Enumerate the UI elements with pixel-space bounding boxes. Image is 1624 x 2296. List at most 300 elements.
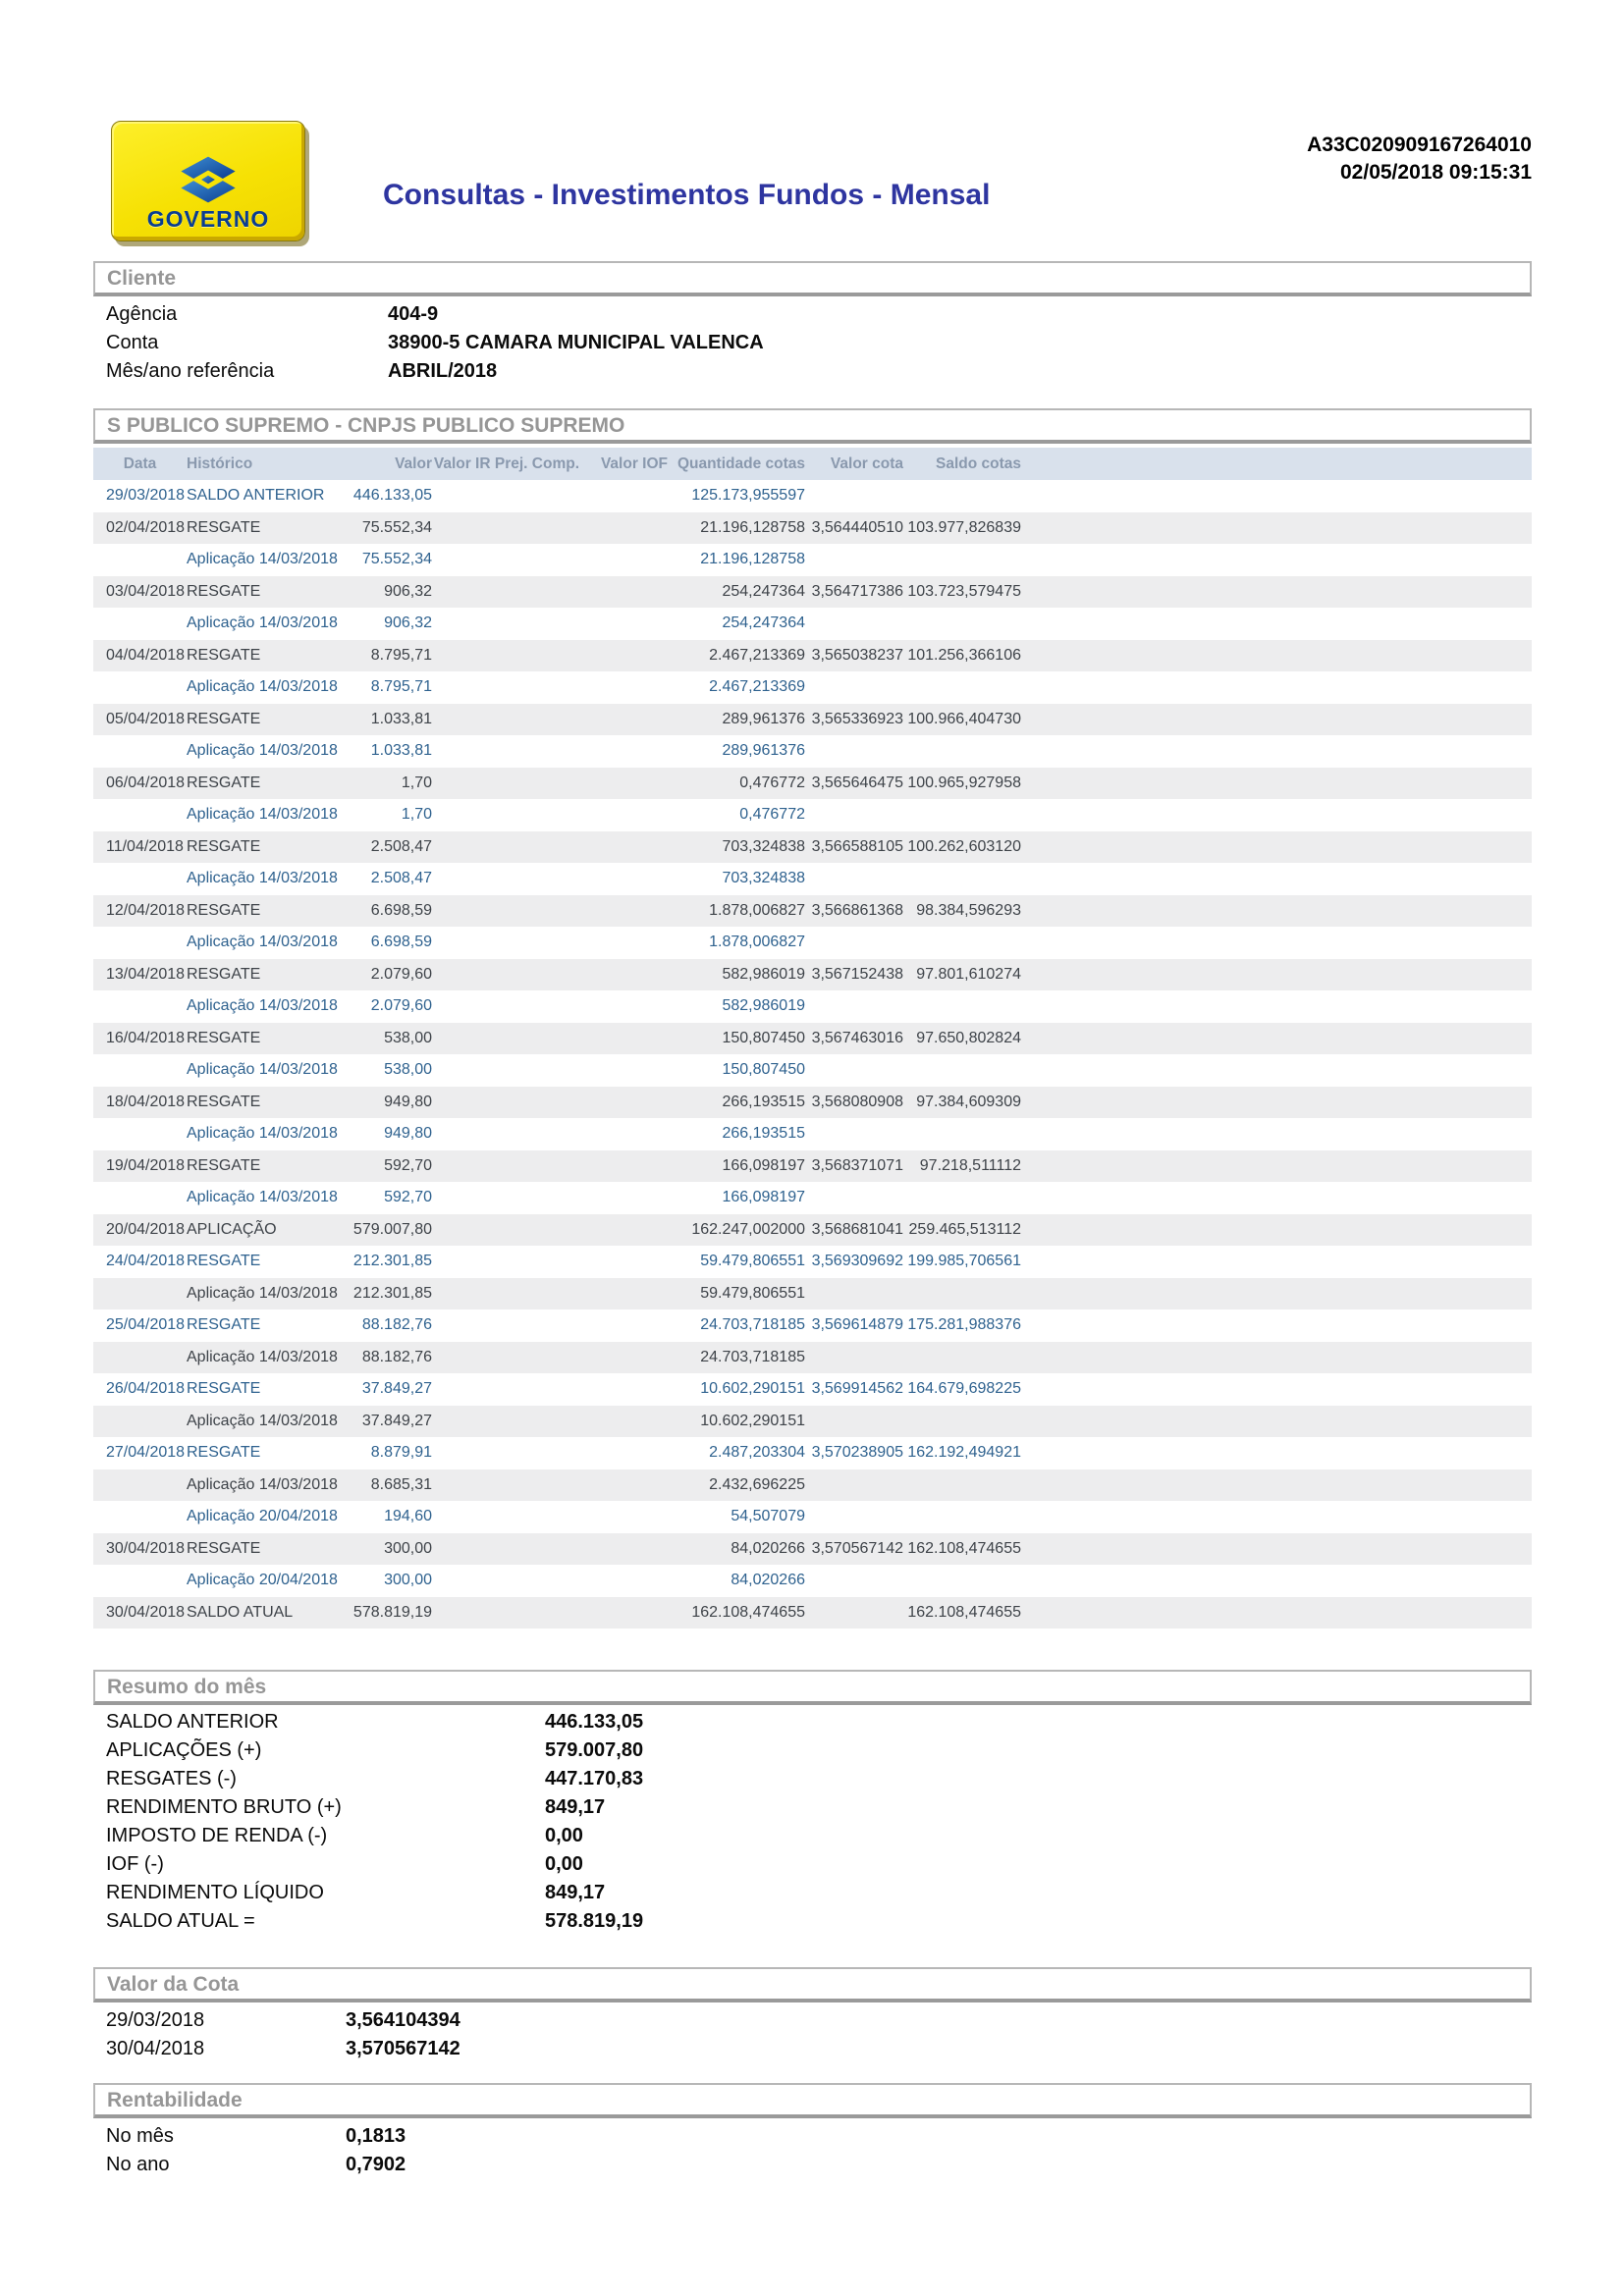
kv-row	[93, 1793, 1532, 1822]
kv-value: 447.170,83	[545, 1768, 644, 1789]
table-cell	[432, 1406, 579, 1438]
table-cell: 3,566861368	[811, 901, 903, 919]
table-cell	[903, 544, 1021, 576]
table-cell: 162.247,002000	[691, 1220, 805, 1238]
table-cell	[805, 671, 903, 704]
table-cell: 30/04/2018	[106, 1539, 186, 1557]
table-cell	[579, 1246, 668, 1278]
table-cell	[579, 1373, 668, 1406]
table-cell: Aplicação 14/03/2018	[187, 1189, 338, 1205]
table-cell	[432, 927, 579, 959]
table-cell	[903, 1342, 1021, 1374]
table-cell: 266,193515	[722, 1093, 805, 1110]
table-cell: 166,098197	[722, 1189, 805, 1205]
table-cell-filler	[1021, 1406, 1532, 1438]
table-cell: 37.849,27	[361, 1380, 432, 1397]
table-cell: 150,807450	[722, 1061, 805, 1078]
table-cell	[432, 831, 579, 864]
table-cell	[432, 608, 579, 640]
table-cell: 27/04/2018	[106, 1444, 186, 1461]
table-row	[93, 927, 1532, 959]
table-cell: 05/04/2018	[106, 710, 186, 727]
table-row	[93, 1437, 1532, 1469]
table-cell: 75.552,34	[361, 518, 432, 536]
table-cell	[579, 1150, 668, 1183]
resumo-do-mes	[93, 1708, 1532, 1936]
table-cell	[579, 863, 668, 895]
table-row	[93, 735, 1532, 768]
kv-label: RENDIMENTO LÍQUIDO	[106, 1882, 324, 1903]
table-cell: 2.079,60	[370, 997, 432, 1014]
column-header: Data	[123, 455, 157, 472]
table-cell: 3,570567142	[811, 1539, 903, 1557]
table-cell: 10.602,290151	[700, 1380, 805, 1397]
table-cell: 592,70	[384, 1189, 432, 1205]
table-cell: 3,566588105	[811, 837, 903, 855]
table-cell	[432, 768, 579, 800]
kv-row	[93, 1822, 1532, 1850]
table-cell: 26/04/2018	[106, 1380, 186, 1397]
table-cell: 254,247364	[722, 614, 805, 631]
table-cell: 1.878,006827	[709, 934, 805, 950]
table-cell: 194,60	[384, 1508, 432, 1524]
column-header: Quantidade cotas	[677, 455, 805, 472]
table-cell	[903, 1054, 1021, 1087]
column-header: Histórico	[187, 455, 253, 472]
table-cell	[903, 1565, 1021, 1597]
table-cell: 3,567152438	[811, 965, 903, 983]
fund-movements-table	[93, 448, 1532, 1629]
kv-row	[93, 300, 1532, 329]
table-cell	[432, 1246, 579, 1278]
table-cell: 266,193515	[722, 1125, 805, 1142]
table-cell	[579, 1565, 668, 1597]
table-cell-filler	[1021, 927, 1532, 959]
table-cell: RESGATE	[187, 518, 261, 536]
table-row	[93, 512, 1532, 545]
table-cell: 29/03/2018	[106, 487, 186, 504]
table-cell	[579, 1278, 668, 1310]
kv-row	[93, 2006, 1532, 2035]
table-row	[93, 1309, 1532, 1342]
table-cell	[432, 735, 579, 768]
table-cell-filler	[1021, 959, 1532, 991]
kv-label: Agência	[106, 303, 178, 325]
table-cell-filler	[1021, 1054, 1532, 1087]
table-cell	[579, 1309, 668, 1342]
table-cell	[432, 1373, 579, 1406]
table-cell: 199.985,706561	[907, 1253, 1021, 1269]
table-cell: 6.698,59	[370, 901, 432, 919]
table-row	[93, 1087, 1532, 1119]
table-cell	[579, 640, 668, 672]
table-row	[93, 1182, 1532, 1214]
page-title: Consultas - Investimentos Fundos - Mensal	[383, 179, 991, 211]
table-cell-filler	[1021, 704, 1532, 736]
table-cell	[805, 1342, 903, 1374]
table-cell-filler	[1021, 1182, 1532, 1214]
table-cell	[93, 1278, 187, 1310]
table-cell: 3,565336923	[811, 710, 903, 727]
table-cell	[579, 704, 668, 736]
table-cell: 8.795,71	[370, 678, 432, 695]
table-cell: RESGATE	[187, 1093, 261, 1110]
table-cell	[579, 1406, 668, 1438]
table-cell	[432, 1118, 579, 1150]
kv-row	[93, 2122, 1532, 2151]
table-row	[93, 1214, 1532, 1247]
table-row	[93, 1469, 1532, 1502]
table-cell: 162.108,474655	[907, 1539, 1021, 1557]
table-cell: 2.079,60	[370, 965, 432, 983]
table-cell	[93, 671, 187, 704]
table-cell-filler	[1021, 480, 1532, 512]
table-cell	[579, 512, 668, 545]
table-cell	[805, 608, 903, 640]
table-cell: 162.108,474655	[907, 1603, 1021, 1621]
table-cell: 3,568681041	[811, 1220, 903, 1238]
table-cell	[579, 990, 668, 1023]
table-cell: 59.479,806551	[700, 1284, 805, 1302]
table-row	[93, 480, 1532, 512]
kv-label: APLICAÇÕES (+)	[106, 1739, 262, 1761]
table-cell	[432, 671, 579, 704]
table-cell: 906,32	[384, 614, 432, 631]
table-cell	[805, 735, 903, 768]
table-cell	[432, 1150, 579, 1183]
table-cell: Aplicação 14/03/2018	[187, 997, 338, 1014]
table-cell: 906,32	[384, 582, 432, 600]
cliente-info	[93, 300, 1532, 386]
table-cell: 1.878,006827	[709, 901, 805, 919]
table-cell: 592,70	[384, 1156, 432, 1174]
valor-cota-section-header: Valor da Cota	[93, 1967, 1532, 2002]
table-cell	[93, 799, 187, 831]
kv-row	[93, 357, 1532, 386]
table-cell	[432, 1342, 579, 1374]
table-cell-filler	[1021, 576, 1532, 609]
table-cell-filler	[1021, 895, 1532, 928]
table-cell: RESGATE	[187, 1316, 261, 1333]
table-cell	[805, 863, 903, 895]
kv-row	[93, 1907, 1532, 1936]
table-cell: Aplicação 14/03/2018	[187, 1125, 338, 1142]
table-cell-filler	[1021, 735, 1532, 768]
rentabilidade	[93, 2122, 1532, 2179]
table-row	[93, 1246, 1532, 1278]
table-cell: 3,568080908	[811, 1093, 903, 1110]
table-cell: 1,70	[401, 774, 432, 791]
table-cell: 2.467,213369	[709, 678, 805, 695]
table-cell: 97.218,511112	[919, 1156, 1021, 1174]
table-cell: 579.007,80	[352, 1220, 432, 1238]
table-row	[93, 990, 1532, 1023]
table-cell: Aplicação 14/03/2018	[187, 870, 338, 886]
table-cell	[579, 1533, 668, 1566]
table-row	[93, 1597, 1532, 1629]
table-cell: 949,80	[384, 1125, 432, 1142]
table-cell	[903, 1469, 1021, 1502]
table-cell	[805, 480, 903, 512]
table-cell: 24/04/2018	[106, 1253, 186, 1269]
table-cell: Aplicação 14/03/2018	[187, 1475, 338, 1493]
table-cell: 3,569309692	[811, 1253, 903, 1269]
table-cell	[579, 768, 668, 800]
table-cell: 04/04/2018	[106, 646, 186, 664]
table-cell	[432, 1437, 579, 1469]
table-cell: Aplicação 14/03/2018	[187, 806, 338, 823]
table-cell: 97.650,802824	[916, 1029, 1021, 1046]
table-cell-filler	[1021, 863, 1532, 895]
table-cell: 30/04/2018	[106, 1603, 186, 1621]
kv-label: RENDIMENTO BRUTO (+)	[106, 1796, 342, 1818]
table-cell: 100.965,927958	[907, 774, 1021, 791]
table-cell	[93, 1182, 187, 1214]
table-row	[93, 704, 1532, 736]
table-cell-filler	[1021, 1214, 1532, 1247]
table-cell: RESGATE	[187, 710, 261, 727]
table-cell	[93, 735, 187, 768]
table-row	[93, 1501, 1532, 1533]
table-cell-filler	[1021, 1023, 1532, 1055]
table-cell-filler	[1021, 1342, 1532, 1374]
table-cell-filler	[1021, 544, 1532, 576]
table-cell: 703,324838	[722, 870, 805, 886]
kv-value: ABRIL/2018	[388, 360, 498, 382]
document-code: A33C020909167264010	[1307, 133, 1532, 156]
table-cell: 37.849,27	[361, 1412, 432, 1429]
table-row	[93, 768, 1532, 800]
table-cell: 6.698,59	[370, 934, 432, 950]
table-cell	[432, 512, 579, 545]
table-cell	[93, 927, 187, 959]
table-cell	[805, 799, 903, 831]
kv-value: 0,00	[545, 1825, 583, 1846]
table-cell: 84,020266	[731, 1572, 805, 1588]
table-cell	[805, 990, 903, 1023]
table-cell	[432, 1087, 579, 1119]
table-cell: 1.033,81	[370, 710, 432, 727]
table-cell: 949,80	[384, 1093, 432, 1110]
table-cell-filler	[1021, 1469, 1532, 1502]
table-cell	[93, 608, 187, 640]
table-cell	[903, 608, 1021, 640]
kv-label: 30/04/2018	[106, 2038, 205, 2059]
table-cell	[579, 1437, 668, 1469]
table-cell: 703,324838	[722, 837, 805, 855]
table-cell	[579, 671, 668, 704]
table-cell	[93, 1342, 187, 1374]
table-cell	[93, 1565, 187, 1597]
table-cell: RESGATE	[187, 1380, 261, 1397]
table-cell	[805, 1406, 903, 1438]
table-cell: Aplicação 14/03/2018	[187, 1061, 338, 1078]
table-cell-filler	[1021, 608, 1532, 640]
table-cell	[579, 480, 668, 512]
table-cell	[903, 863, 1021, 895]
table-cell: 100.966,404730	[907, 710, 1021, 727]
table-cell: Aplicação 14/03/2018	[187, 678, 338, 695]
kv-row	[93, 1765, 1532, 1793]
table-cell	[579, 1023, 668, 1055]
table-cell: 8.879,91	[370, 1444, 432, 1461]
table-cell: 10.602,290151	[700, 1412, 805, 1429]
table-cell: 16/04/2018	[106, 1029, 186, 1046]
table-cell: 212.301,85	[352, 1253, 432, 1269]
table-cell: Aplicação 20/04/2018	[187, 1572, 338, 1588]
table-cell	[432, 1023, 579, 1055]
kv-value: 38900-5 CAMARA MUNICIPAL VALENCA	[388, 332, 764, 353]
table-cell: Aplicação 14/03/2018	[187, 1284, 338, 1302]
table-cell: 8.795,71	[370, 646, 432, 664]
table-cell: 582,986019	[722, 997, 805, 1014]
table-cell	[93, 863, 187, 895]
table-cell-filler	[1021, 1437, 1532, 1469]
table-cell-filler	[1021, 1565, 1532, 1597]
table-cell: 289,961376	[722, 742, 805, 759]
table-row	[93, 671, 1532, 704]
table-cell	[432, 640, 579, 672]
table-cell	[805, 927, 903, 959]
table-cell	[432, 799, 579, 831]
table-cell	[805, 1565, 903, 1597]
table-row	[93, 1054, 1532, 1087]
table-cell	[432, 704, 579, 736]
banco-do-brasil-logo	[111, 121, 305, 241]
table-cell-filler	[1021, 1087, 1532, 1119]
table-cell: 97.384,609309	[916, 1093, 1021, 1110]
table-cell	[432, 863, 579, 895]
table-cell: 54,507079	[731, 1508, 805, 1524]
table-cell: 19/04/2018	[106, 1156, 186, 1174]
table-cell: 84,020266	[731, 1539, 805, 1557]
kv-value: 849,17	[545, 1796, 606, 1818]
table-cell	[579, 1214, 668, 1247]
table-cell: 03/04/2018	[106, 582, 186, 600]
column-header: Valor cota	[830, 455, 903, 472]
table-cell: 2.467,213369	[709, 646, 805, 664]
table-cell	[432, 1501, 579, 1533]
table-cell-filler	[1021, 1118, 1532, 1150]
table-cell	[579, 608, 668, 640]
table-cell	[432, 544, 579, 576]
table-row	[93, 1278, 1532, 1310]
table-row	[93, 799, 1532, 831]
table-cell	[432, 1214, 579, 1247]
kv-label: IOF (-)	[106, 1853, 164, 1875]
kv-label: RESGATES (-)	[106, 1768, 237, 1789]
table-cell: 3,565646475	[811, 774, 903, 791]
kv-row	[93, 329, 1532, 357]
table-cell: 3,565038237	[811, 646, 903, 664]
table-cell	[903, 927, 1021, 959]
table-cell: SALDO ANTERIOR	[187, 487, 325, 504]
kv-value: 404-9	[388, 303, 439, 325]
table-cell: Aplicação 14/03/2018	[187, 1412, 338, 1429]
table-cell: 300,00	[384, 1572, 432, 1588]
table-cell	[579, 1342, 668, 1374]
table-cell-filler	[1021, 831, 1532, 864]
table-cell: 3,569614879	[811, 1316, 903, 1333]
table-cell-filler	[1021, 799, 1532, 831]
table-cell: 75.552,34	[361, 551, 432, 567]
table-cell	[903, 735, 1021, 768]
table-cell-filler	[1021, 768, 1532, 800]
table-cell	[579, 831, 668, 864]
table-cell: 446.133,05	[352, 487, 432, 504]
table-cell: 21.196,128758	[700, 551, 805, 567]
table-cell: Aplicação 14/03/2018	[187, 742, 338, 759]
table-cell: 578.819,19	[352, 1603, 432, 1621]
table-cell: RESGATE	[187, 582, 261, 600]
table-cell	[903, 1501, 1021, 1533]
table-row	[93, 576, 1532, 609]
table-row	[93, 1023, 1532, 1055]
kv-value: 0,1813	[346, 2125, 406, 2147]
table-header-row	[93, 448, 1532, 480]
table-cell: 100.262,603120	[907, 837, 1021, 855]
kv-label: 29/03/2018	[106, 2009, 205, 2031]
table-cell	[805, 1278, 903, 1310]
table-cell: 125.173,955597	[691, 487, 805, 504]
table-cell	[805, 1501, 903, 1533]
kv-row	[93, 2035, 1532, 2063]
table-cell: 300,00	[384, 1539, 432, 1557]
table-cell: 24.703,718185	[700, 1348, 805, 1365]
table-cell: 06/04/2018	[106, 774, 186, 791]
table-row	[93, 1342, 1532, 1374]
table-cell-filler	[1021, 1501, 1532, 1533]
table-cell: 3,569914562	[811, 1380, 903, 1397]
table-cell: 103.977,826839	[907, 518, 1021, 536]
table-cell: SALDO ATUAL	[187, 1603, 294, 1621]
table-row	[93, 640, 1532, 672]
table-cell-filler	[1021, 640, 1532, 672]
table-cell: RESGATE	[187, 1444, 261, 1461]
table-cell: 25/04/2018	[106, 1316, 186, 1333]
table-cell	[805, 1054, 903, 1087]
table-row	[93, 1406, 1532, 1438]
table-cell: 88.182,76	[361, 1316, 432, 1333]
table-cell	[432, 990, 579, 1023]
table-cell: 12/04/2018	[106, 901, 186, 919]
kv-row	[93, 1708, 1532, 1736]
table-cell	[432, 959, 579, 991]
table-cell: Aplicação 20/04/2018	[187, 1508, 338, 1524]
kv-value: 579.007,80	[545, 1739, 644, 1761]
table-cell: 02/04/2018	[106, 518, 186, 536]
table-cell: 150,807450	[722, 1029, 805, 1046]
table-cell: 538,00	[384, 1029, 432, 1046]
table-cell: RESGATE	[187, 774, 261, 791]
kv-label: SALDO ATUAL =	[106, 1910, 255, 1932]
table-cell: 2.508,47	[370, 870, 432, 886]
table-cell	[579, 1469, 668, 1502]
table-cell: RESGATE	[187, 1156, 261, 1174]
table-row	[93, 1373, 1532, 1406]
kv-value: 0,7902	[346, 2154, 406, 2175]
table-cell	[579, 1501, 668, 1533]
table-cell-filler	[1021, 1246, 1532, 1278]
table-cell	[903, 1278, 1021, 1310]
kv-row	[93, 1736, 1532, 1765]
table-cell	[805, 544, 903, 576]
table-cell: 3,570238905	[811, 1444, 903, 1461]
table-cell: 2.487,203304	[709, 1444, 805, 1461]
table-cell: 13/04/2018	[106, 965, 186, 983]
table-cell	[432, 1182, 579, 1214]
table-cell	[805, 1469, 903, 1502]
